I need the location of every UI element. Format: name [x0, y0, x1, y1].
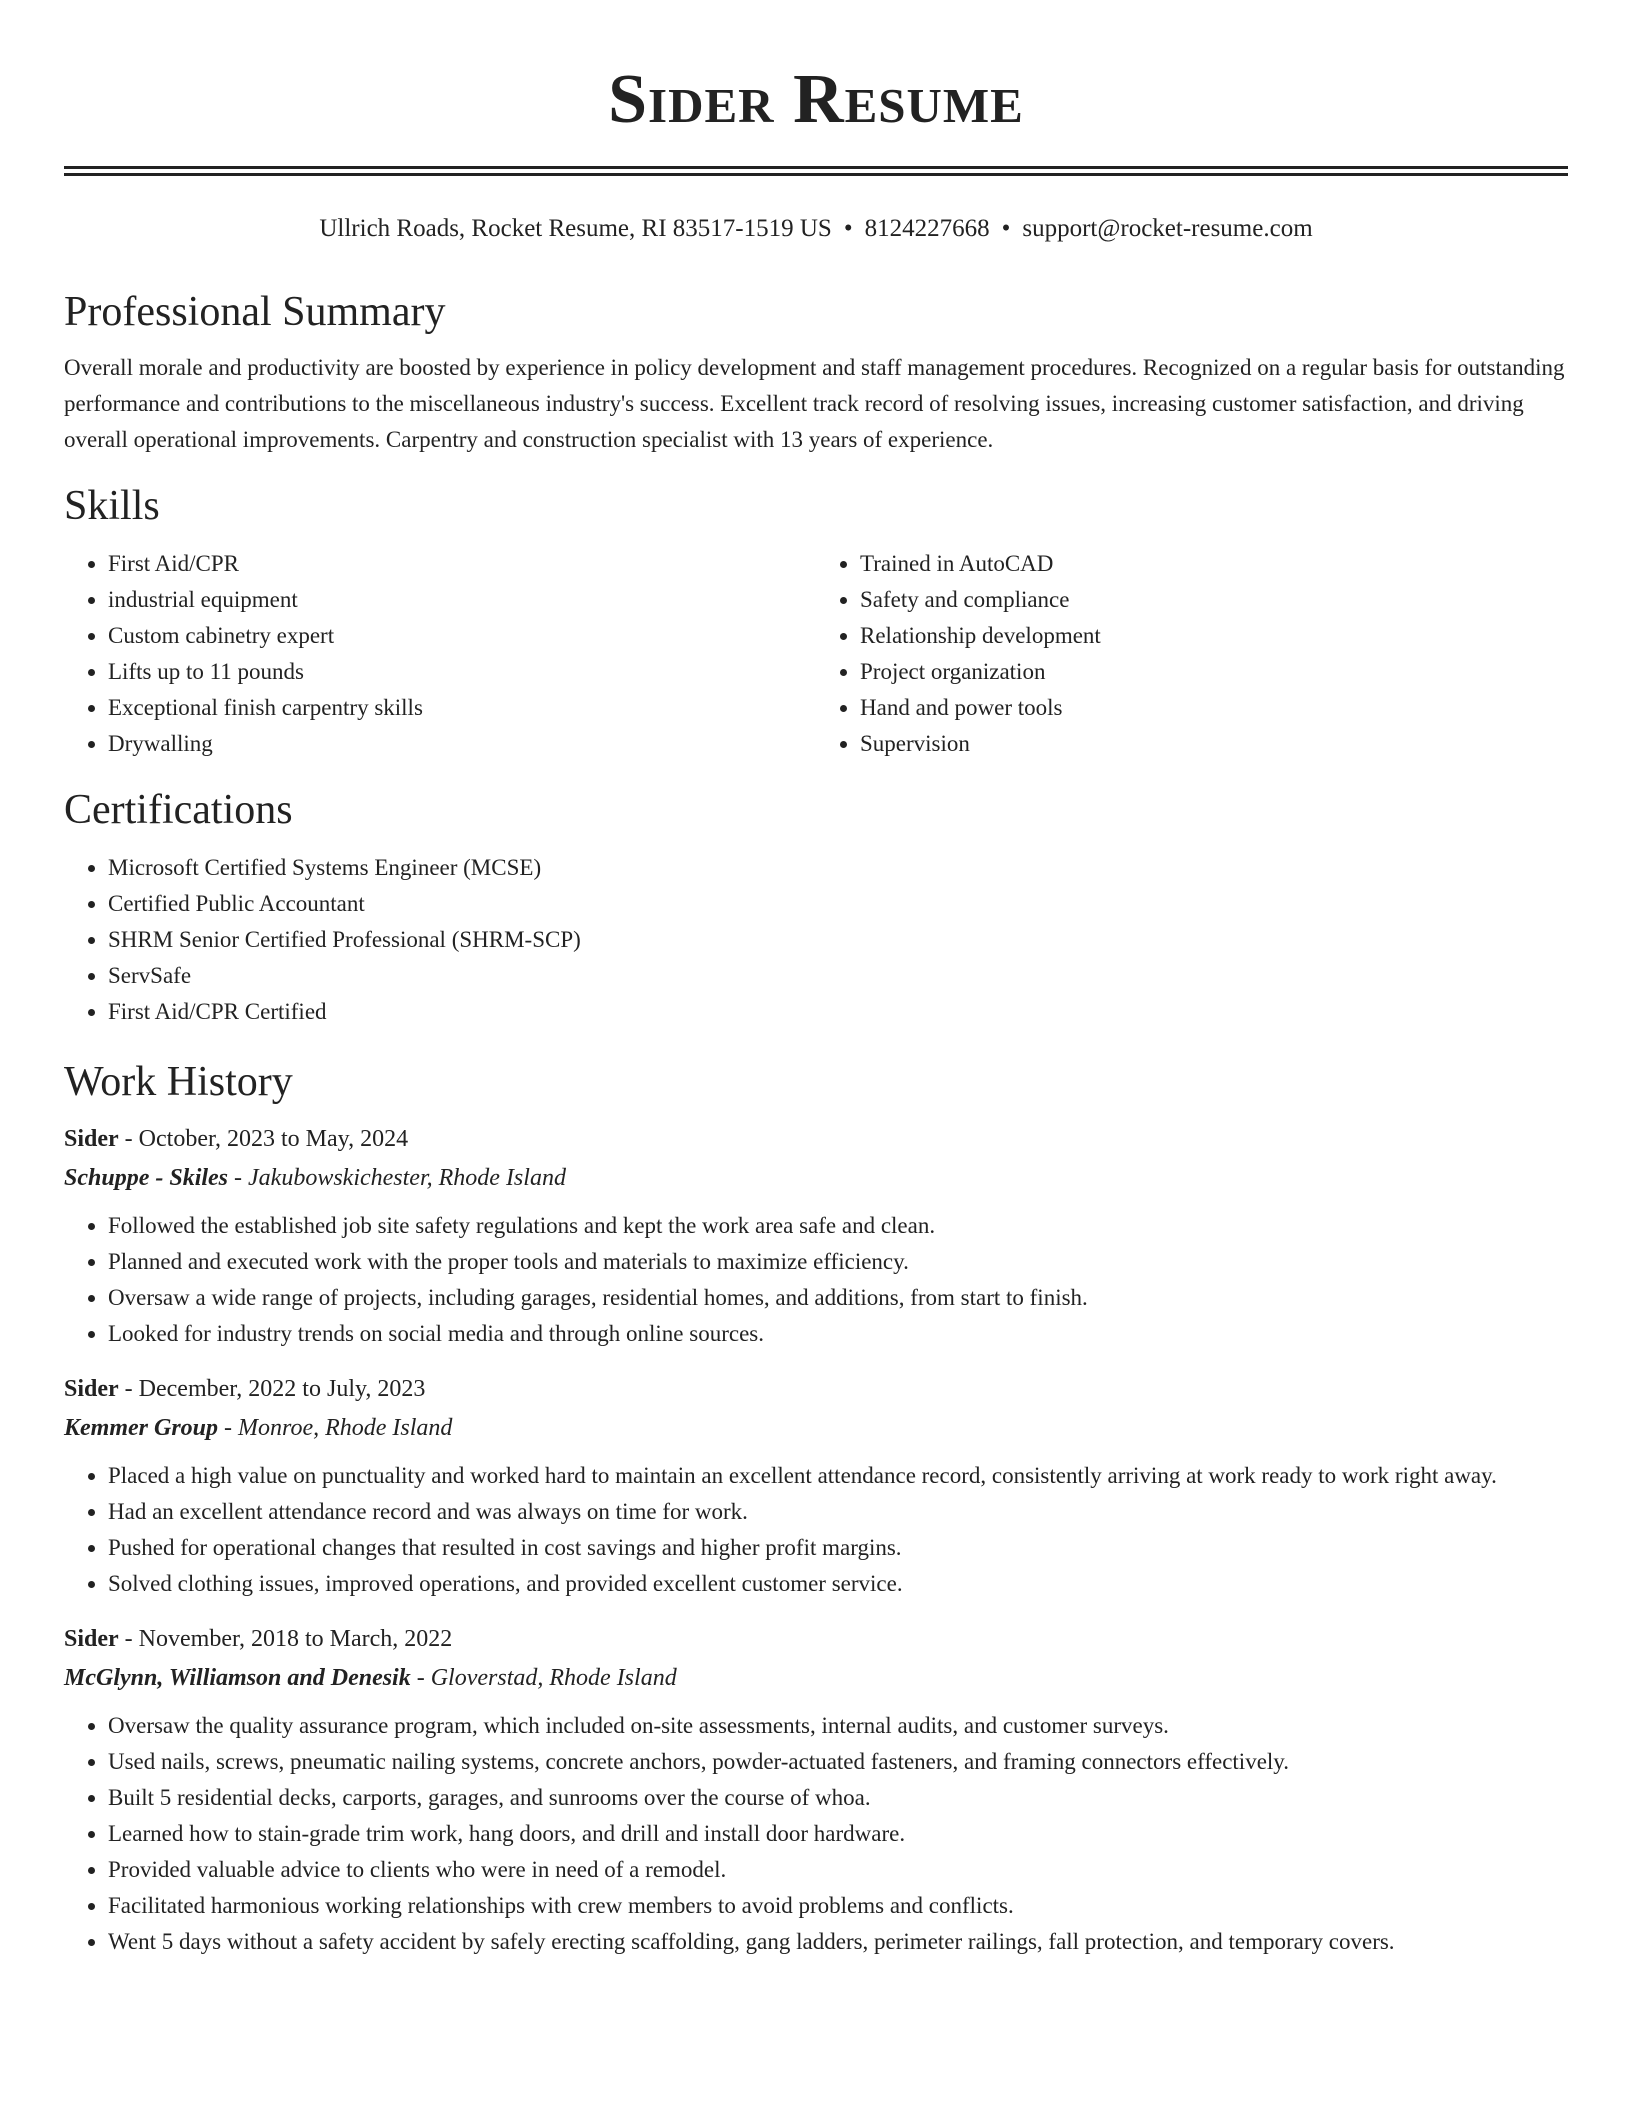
skill-item: • industrial equipment [108, 582, 816, 618]
skill-item: • Hand and power tools [860, 690, 1568, 726]
certification-item: • SHRM Senior Certified Professional (SHRM-SCP) [108, 922, 1568, 958]
work-history-heading: Work History [64, 1059, 293, 1105]
skills-heading: Skills [64, 483, 160, 529]
contact-phone: 8124227668 [864, 215, 990, 242]
skill-item: • Project organization [860, 654, 1568, 690]
job-title-line [64, 1370, 1568, 1408]
job-title-line [64, 1120, 1568, 1158]
job-location: - Gloverstad, Rhode Island [410, 1665, 677, 1691]
summary-text: Overall morale and productivity are boosted by experience in policy development and staff management procedures. Recognized on a regular basis for outstanding performance and contributions to the miscellaneous industry's success. Excellent track record of resolving issues, increasing customer satisfaction, and driving overall operational improvements. Carpentry and construction specialist with 13 years of experience. [64, 355, 1565, 452]
skill-item: • Custom cabinetry expert [108, 618, 816, 654]
job-company-line [64, 1658, 1568, 1698]
job-bullet: • Oversaw a wide range of projects, including garages, residential homes, and additions, from start to finish. [108, 1280, 1568, 1316]
skills-list [64, 546, 1568, 762]
contact-separator: • [843, 215, 853, 242]
job-bullet: • Facilitated harmonious working relationships with crew members to avoid problems and conflicts. [108, 1888, 1568, 1924]
header-rule [64, 166, 1568, 176]
job-entry [64, 1620, 1568, 1960]
job-company-line [64, 1158, 1568, 1198]
job-bullet: • Used nails, screws, pneumatic nailing systems, concrete anchors, powder-actuated fasteners, and framing connectors effectively. [108, 1744, 1568, 1780]
skills-column-right [816, 546, 1568, 762]
job-bullet: • Had an excellent attendance record and was always on time for work. [108, 1494, 1568, 1530]
job-bullets [64, 1208, 1568, 1352]
job-title-line [64, 1620, 1568, 1658]
job-entry [64, 1370, 1568, 1602]
certification-item: • First Aid/CPR Certified [108, 994, 1568, 1030]
job-company: Schuppe - Skiles [64, 1165, 229, 1191]
job-role: Sider [64, 1126, 119, 1152]
job-location: - Monroe, Rhode Island [218, 1415, 453, 1441]
skill-item: • Supervision [860, 726, 1568, 762]
job-bullets [64, 1458, 1568, 1602]
skills-column-left [64, 546, 816, 762]
certifications-heading: Certifications [64, 787, 293, 833]
job-bullet: • Followed the established job site safety regulations and kept the work area safe and clean. [108, 1208, 1568, 1244]
skill-item: • Exceptional finish carpentry skills [108, 690, 816, 726]
job-role: Sider [64, 1376, 119, 1402]
job-bullet: • Built 5 residential decks, carports, garages, and sunrooms over the course of whoa. [108, 1780, 1568, 1816]
certification-item: • ServSafe [108, 958, 1568, 994]
job-company: McGlynn, Williamson and Denesik [64, 1665, 411, 1691]
job-entry [64, 1120, 1568, 1352]
summary-heading: Professional Summary [64, 289, 446, 335]
job-bullet: • Pushed for operational changes that resulted in cost savings and higher profit margins. [108, 1530, 1568, 1566]
contact-email: support@rocket-resume.com [1022, 215, 1313, 242]
job-role: Sider [64, 1626, 119, 1652]
skill-item: • Relationship development [860, 618, 1568, 654]
certifications-list [64, 850, 1568, 1030]
skill-item: • Safety and compliance [860, 582, 1568, 618]
skill-item: • Drywalling [108, 726, 816, 762]
job-bullet: • Looked for industry trends on social media and through online sources. [108, 1316, 1568, 1352]
job-company-line [64, 1408, 1568, 1448]
job-bullet: • Planned and executed work with the proper tools and materials to maximize efficiency. [108, 1244, 1568, 1280]
contact-line [64, 212, 1568, 246]
job-bullet: • Went 5 days without a safety accident by safely erecting scaffolding, gang ladders, perimeter railings, fall protection, and temporary covers. [108, 1924, 1568, 1960]
job-bullet: • Placed a high value on punctuality and worked hard to maintain an excellent attendance record, consistently arriving at work ready to work right away. [108, 1458, 1568, 1494]
job-company: Kemmer Group [64, 1415, 219, 1441]
job-bullet: • Provided valuable advice to clients who were in need of a remodel. [108, 1852, 1568, 1888]
job-bullet: • Oversaw the quality assurance program, which included on-site assessments, internal audits, and customer surveys. [108, 1708, 1568, 1744]
job-dates: - December, 2022 to July, 2023 [118, 1376, 426, 1402]
contact-address: Ullrich Roads, Rocket Resume, RI 83517-1519 US [319, 215, 832, 242]
certification-item: • Certified Public Accountant [108, 886, 1568, 922]
contact-separator: • [1001, 215, 1011, 242]
resume-name: Sider Resume [608, 61, 1024, 138]
job-bullet: • Learned how to stain-grade trim work, hang doors, and drill and install door hardware. [108, 1816, 1568, 1852]
job-location: - Jakubowskichester, Rhode Island [228, 1165, 566, 1191]
job-dates: - October, 2023 to May, 2024 [118, 1126, 409, 1152]
skill-item: • First Aid/CPR [108, 546, 816, 582]
skill-item: • Trained in AutoCAD [860, 546, 1568, 582]
job-bullets [64, 1708, 1568, 1960]
skill-item: • Lifts up to 11 pounds [108, 654, 816, 690]
job-bullet: • Solved clothing issues, improved operations, and provided excellent customer service. [108, 1566, 1568, 1602]
certification-item: • Microsoft Certified Systems Engineer (MCSE) [108, 850, 1568, 886]
job-dates: - November, 2018 to March, 2022 [118, 1626, 453, 1652]
